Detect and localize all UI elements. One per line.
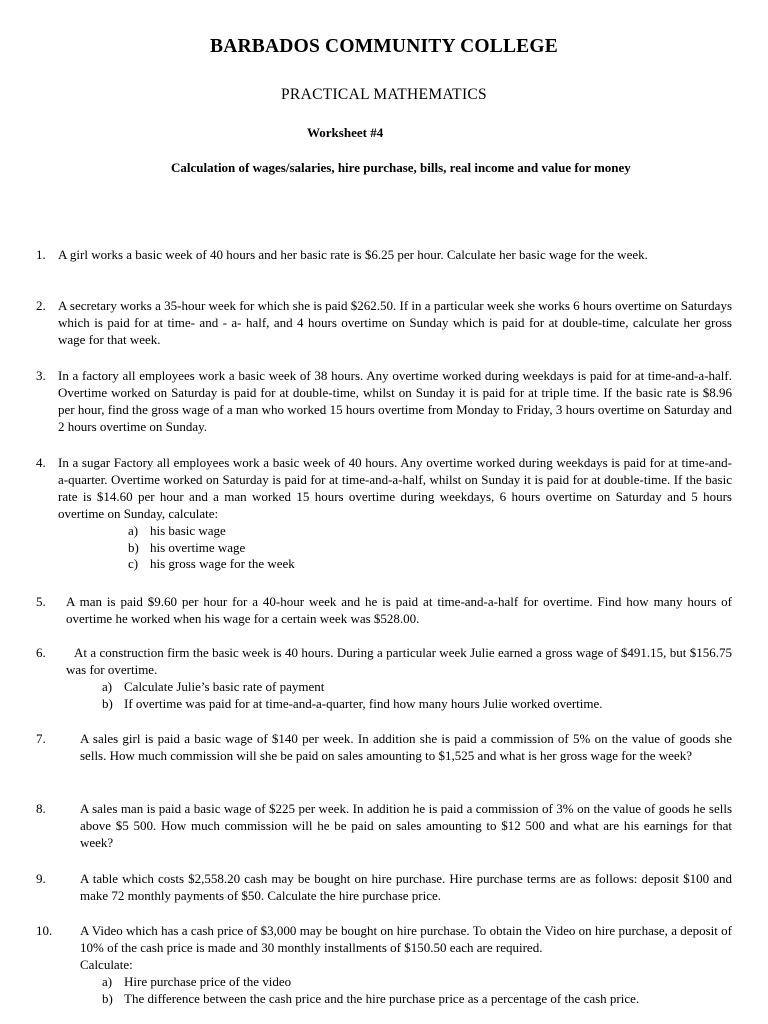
question-5-number: 5. bbox=[36, 594, 46, 609]
question-9-number: 9. bbox=[36, 871, 46, 886]
question-2-number: 2. bbox=[36, 298, 46, 313]
worksheet-topic: Calculation of wages/salaries, hire purchase, bills, real income and value for money bbox=[171, 160, 631, 175]
question-10-stem: A Video which has a cash price of $3,000 may be bought on hire purchase. To obtain the Video on hire purchase, a deposit of 10% of the cash price is made and 30 monthly installments of $150.50 each are required. bbox=[80, 923, 732, 955]
question-9-text: A table which costs $2,558.20 cash may be bought on hire purchase. Hire purchase terms are as follows: deposit $100 and make 72 monthly payments of $50. Calculate the hire purchase price. bbox=[80, 871, 732, 903]
question-4-stem: In a sugar Factory all employees work a basic week of 40 hours. Any overtime worked during weekdays is paid for at time-and-a-quarter. Overtime worked on Saturday is paid for at time-and-a-half, whilst on Sunday it is paid for at double-time. If the basic rate is $14.60 per hour and a man worked 15 hours overtime during weekdays, 6 hours overtime on Saturday and 5 hours overtime on Sunday, calculate: bbox=[58, 455, 732, 521]
question-5-text: A man is paid $9.60 per hour for a 40-hour week and he is paid at time-and-a-half for overtime. Find how many hours of overtime he worked when his wage for a certain week was $528.00. bbox=[66, 594, 732, 626]
question-4-text bbox=[58, 455, 732, 573]
question-4-part-b: b) his overtime wage bbox=[128, 539, 246, 555]
question-7-number: 7. bbox=[36, 731, 46, 746]
question-3-number: 3. bbox=[36, 368, 46, 383]
question-2-text: A secretary works a 35-hour week for which she is paid $262.50. If in a particular week she works 6 hours overtime on Saturdays which is paid for at time- and - a- half, and 4 hours overtime on Sunday which is paid for at double-time, calculate her gross wage for that week. bbox=[58, 298, 733, 347]
question-4-part-a: a) his basic wage bbox=[128, 522, 226, 538]
question-6-stem: At a construction firm the basic week is 40 hours. During a particular week Julie earned a gross wage of $491.15, but $156.75 was for overtime. bbox=[66, 645, 732, 677]
question-4-number: 4. bbox=[36, 455, 46, 470]
question-6-part-b: b) If overtime was paid for at time-and-a-quarter, find how many hours Julie worked overtime. bbox=[102, 695, 603, 711]
question-3-text: In a factory all employees work a basic week of 38 hours. Any overtime worked during weekdays is paid for at time-and-a-half. Overtime worked on Saturday is paid for at double-time, whilst on Sunday it is paid for at triple time. If the basic rate is $8.96 per hour, find the gross wage of a man who worked 15 hours overtime from Monday to Friday, 3 hours overtime on Saturday and 2 hours overtime on Sunday. bbox=[58, 368, 732, 434]
question-10-lead: Calculate: bbox=[80, 956, 133, 972]
worksheet-number: Worksheet #4 bbox=[307, 125, 384, 140]
question-10-number: 10. bbox=[36, 923, 53, 938]
question-6-number: 6. bbox=[36, 645, 46, 660]
question-4-part-c: c) his gross wage for the week bbox=[128, 556, 295, 572]
question-6-text bbox=[66, 645, 732, 713]
question-8-text: A sales man is paid a basic wage of $225 per week. In addition he is paid a commission of 3% on the value of goods he sells above $5 500. How much commission will he be paid on sales amounting to $12 500 and what are his earnings for that week? bbox=[80, 801, 732, 850]
college-title: BARBADOS COMMUNITY COLLEGE bbox=[210, 36, 558, 57]
question-1-text: A girl works a basic week of 40 hours and her basic rate is $6.25 per hour. Calculate her basic wage for the week. bbox=[58, 247, 648, 262]
question-10-text bbox=[80, 923, 732, 1008]
question-10-part-b: b) The difference between the cash price and the hire purchase price as a percentage of the cash price. bbox=[102, 990, 640, 1006]
question-1-number: 1. bbox=[36, 247, 46, 262]
question-7-text: A sales girl is paid a basic wage of $140 per week. In addition she is paid a commission of 5% on the value of goods she sells. How much commission will she be paid on sales amounting to $1,525 and what is her gross wage for the week? bbox=[80, 731, 732, 763]
question-10-part-a: a) Hire purchase price of the video bbox=[102, 973, 292, 989]
question-6-part-a: a) Calculate Julie’s basic rate of payment bbox=[102, 678, 325, 694]
question-8-number: 8. bbox=[36, 801, 46, 816]
course-title: PRACTICAL MATHEMATICS bbox=[281, 86, 487, 103]
